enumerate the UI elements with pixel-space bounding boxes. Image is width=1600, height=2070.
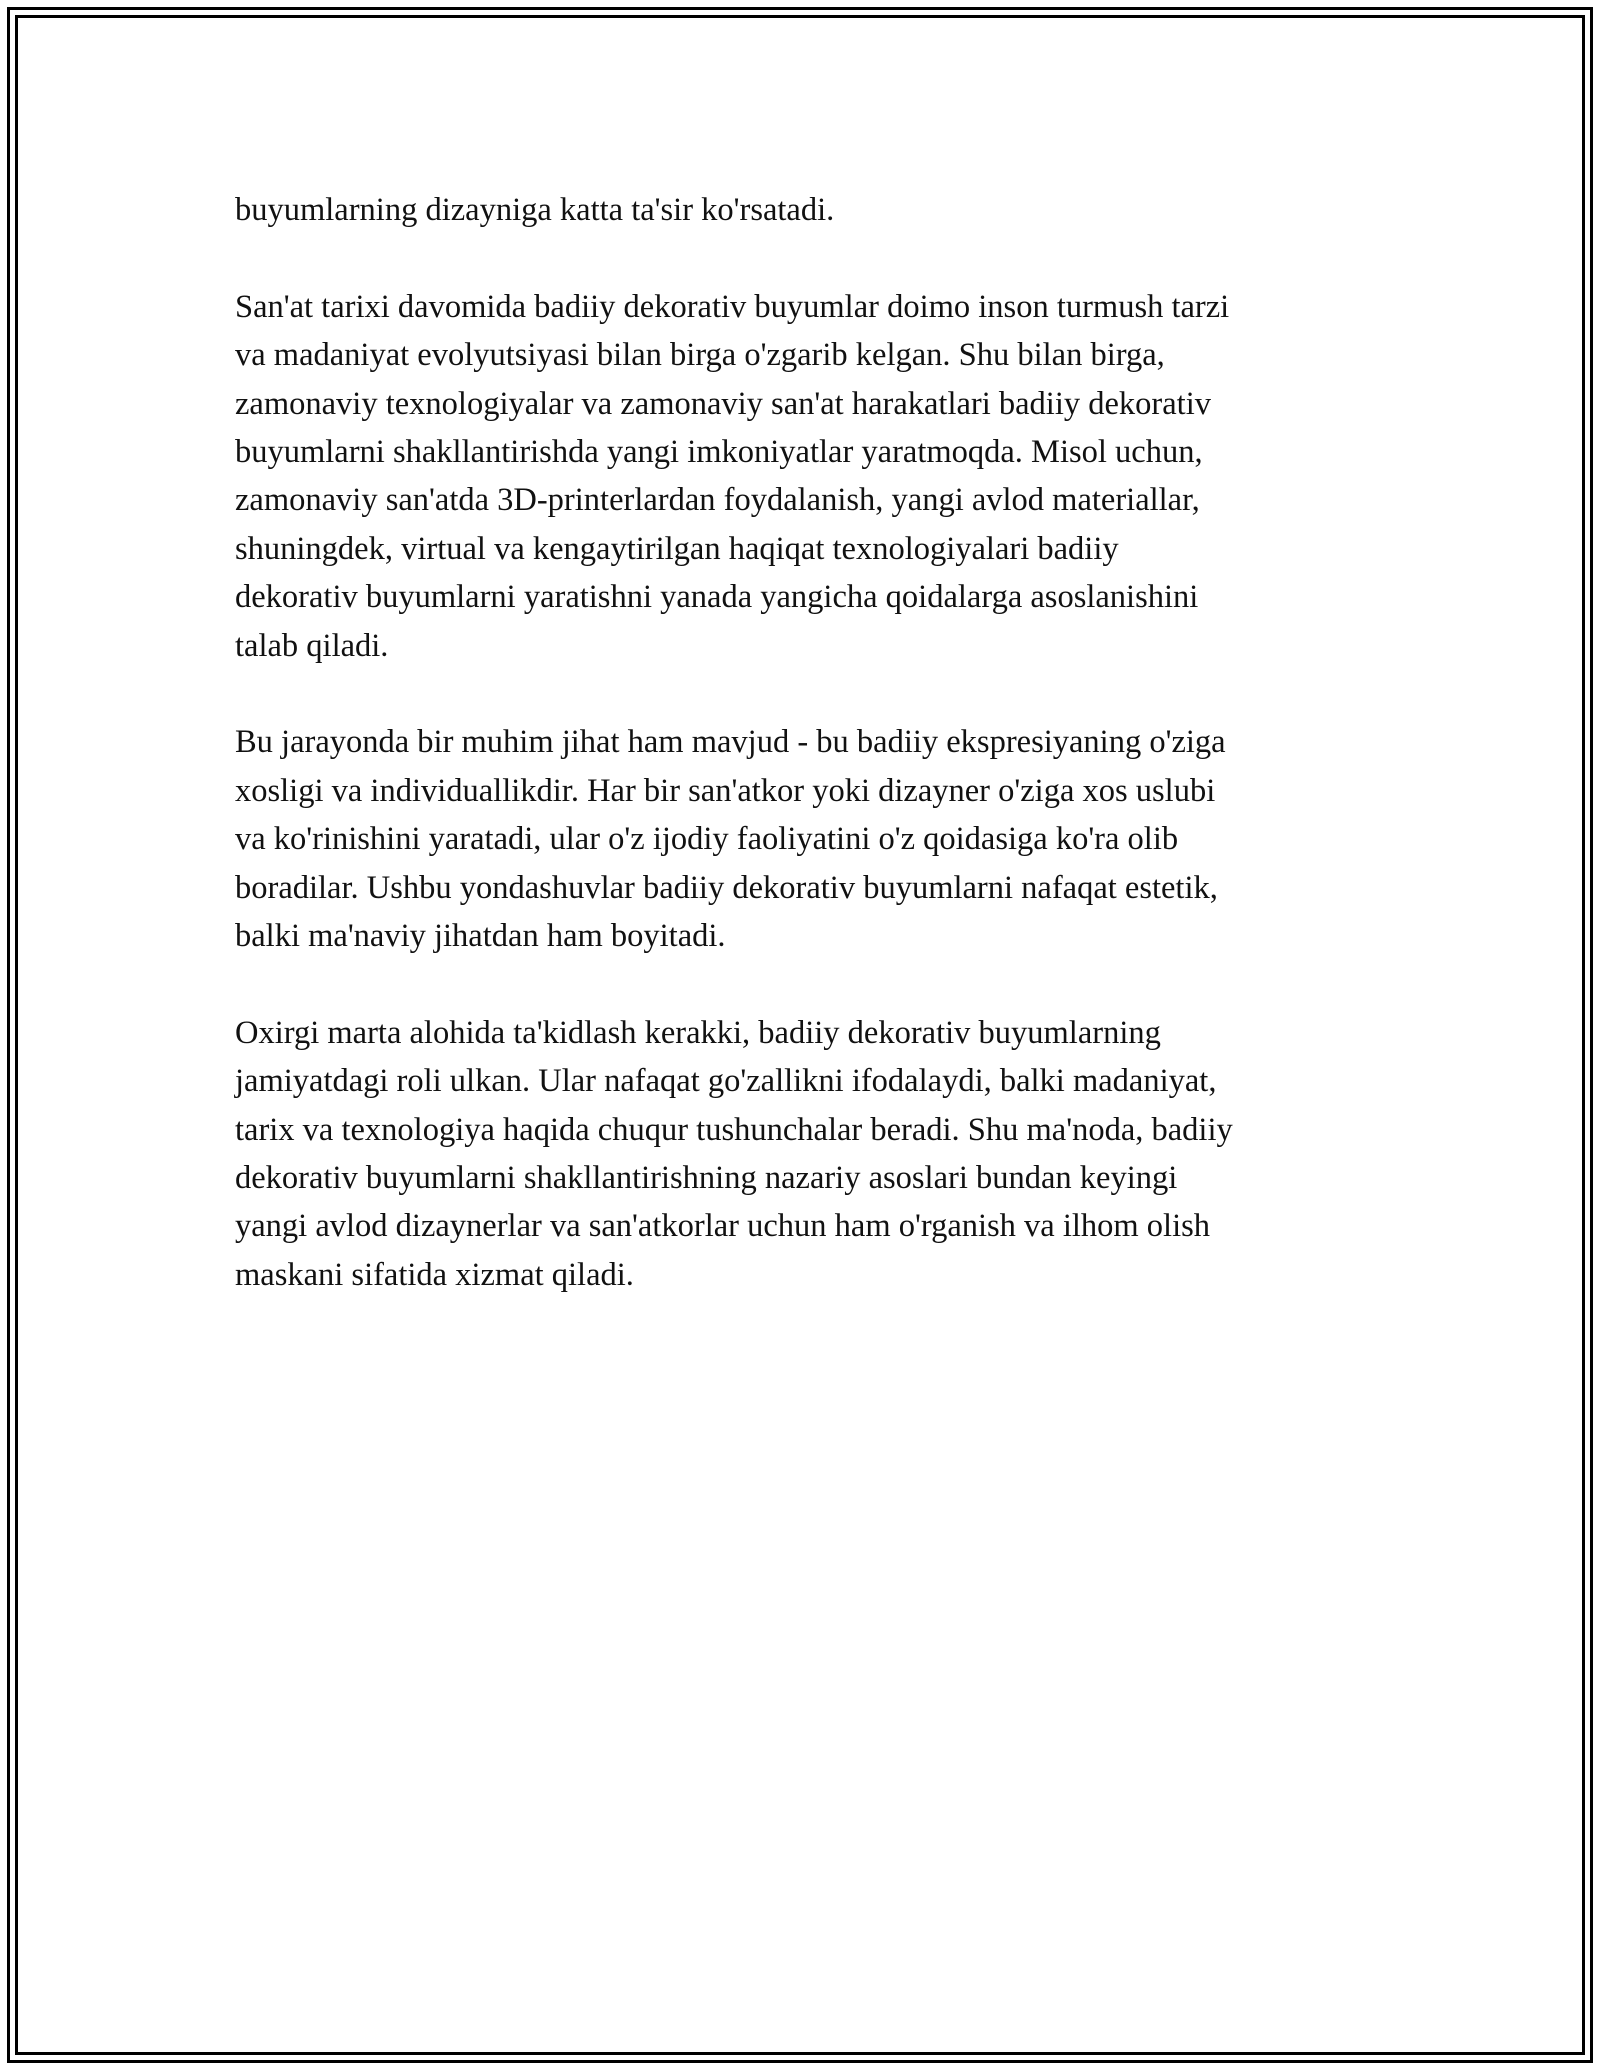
text-line: tarix va texnologiya haqida chuqur tushunchalar beradi. Shu ma'noda, badiiy bbox=[235, 1111, 1233, 1148]
text-line: maskani sifatida xizmat qiladi. bbox=[235, 1256, 634, 1293]
text-line: dekorativ buyumlarni shakllantirishning nazariy asoslari bundan keyingi bbox=[235, 1160, 1178, 1197]
text-line: dekorativ buyumlarni yaratishni yanada yangicha qoidalarga asoslanishini bbox=[235, 579, 1199, 616]
paragraph-3 bbox=[235, 718, 1375, 960]
text-line: xosligi va individuallikdir. Har bir san'atkor yoki dizayner o'ziga xos uslubi bbox=[235, 772, 1216, 809]
text-line: va ko'rinishini yaratadi, ular o'z ijodiy faoliyatini o'z qoidasiga ko'ra olib bbox=[235, 821, 1179, 858]
paragraph-2 bbox=[235, 283, 1375, 670]
text-line: va madaniyat evolyutsiyasi bilan birga o'zgarib kelgan. Shu bilan birga, bbox=[235, 337, 1165, 374]
text-line: zamonaviy san'atda 3D-printerlardan foydalanish, yangi avlod materiallar, bbox=[235, 482, 1200, 519]
text-line: Bu jarayonda bir muhim jihat ham mavjud - bu badiiy ekspresiyaning o'ziga bbox=[235, 724, 1226, 761]
text-line: buyumlarning dizayniga katta ta'sir ko'rsatadi. bbox=[235, 192, 835, 228]
text-line: Oxirgi marta alohida ta'kidlash kerakki, badiiy dekorativ buyumlarning bbox=[235, 1014, 1161, 1051]
text-line: talab qiladi. bbox=[235, 627, 389, 664]
text-line: San'at tarixi davomida badiiy dekorativ buyumlar doimo inson turmush tarzi bbox=[235, 288, 1230, 325]
text-line: jamiyatdagi roli ulkan. Ular nafaqat go'zallikni ifodalaydi, balki madaniyat, bbox=[235, 1063, 1217, 1100]
text-line: buyumlarni shakllantirishda yangi imkoniyatlar yaratmoqda. Misol uchun, bbox=[235, 434, 1203, 471]
paragraph-1 bbox=[235, 186, 1375, 234]
document-body bbox=[235, 186, 1375, 1348]
text-line: yangi avlod dizaynerlar va san'atkorlar uchun ham o'rganish va ilhom olish bbox=[235, 1208, 1211, 1245]
text-line: zamonaviy texnologiyalar va zamonaviy san'at harakatlari badiiy dekorativ bbox=[235, 385, 1211, 422]
text-line: shuningdek, virtual va kengaytirilgan haqiqat texnologiyalari badiiy bbox=[235, 530, 1119, 567]
paragraph-4 bbox=[235, 1009, 1375, 1299]
text-line: balki ma'naviy jihatdan ham boyitadi. bbox=[235, 918, 726, 955]
text-line: boradilar. Ushbu yondashuvlar badiiy dekorativ buyumlarni nafaqat estetik, bbox=[235, 869, 1218, 906]
